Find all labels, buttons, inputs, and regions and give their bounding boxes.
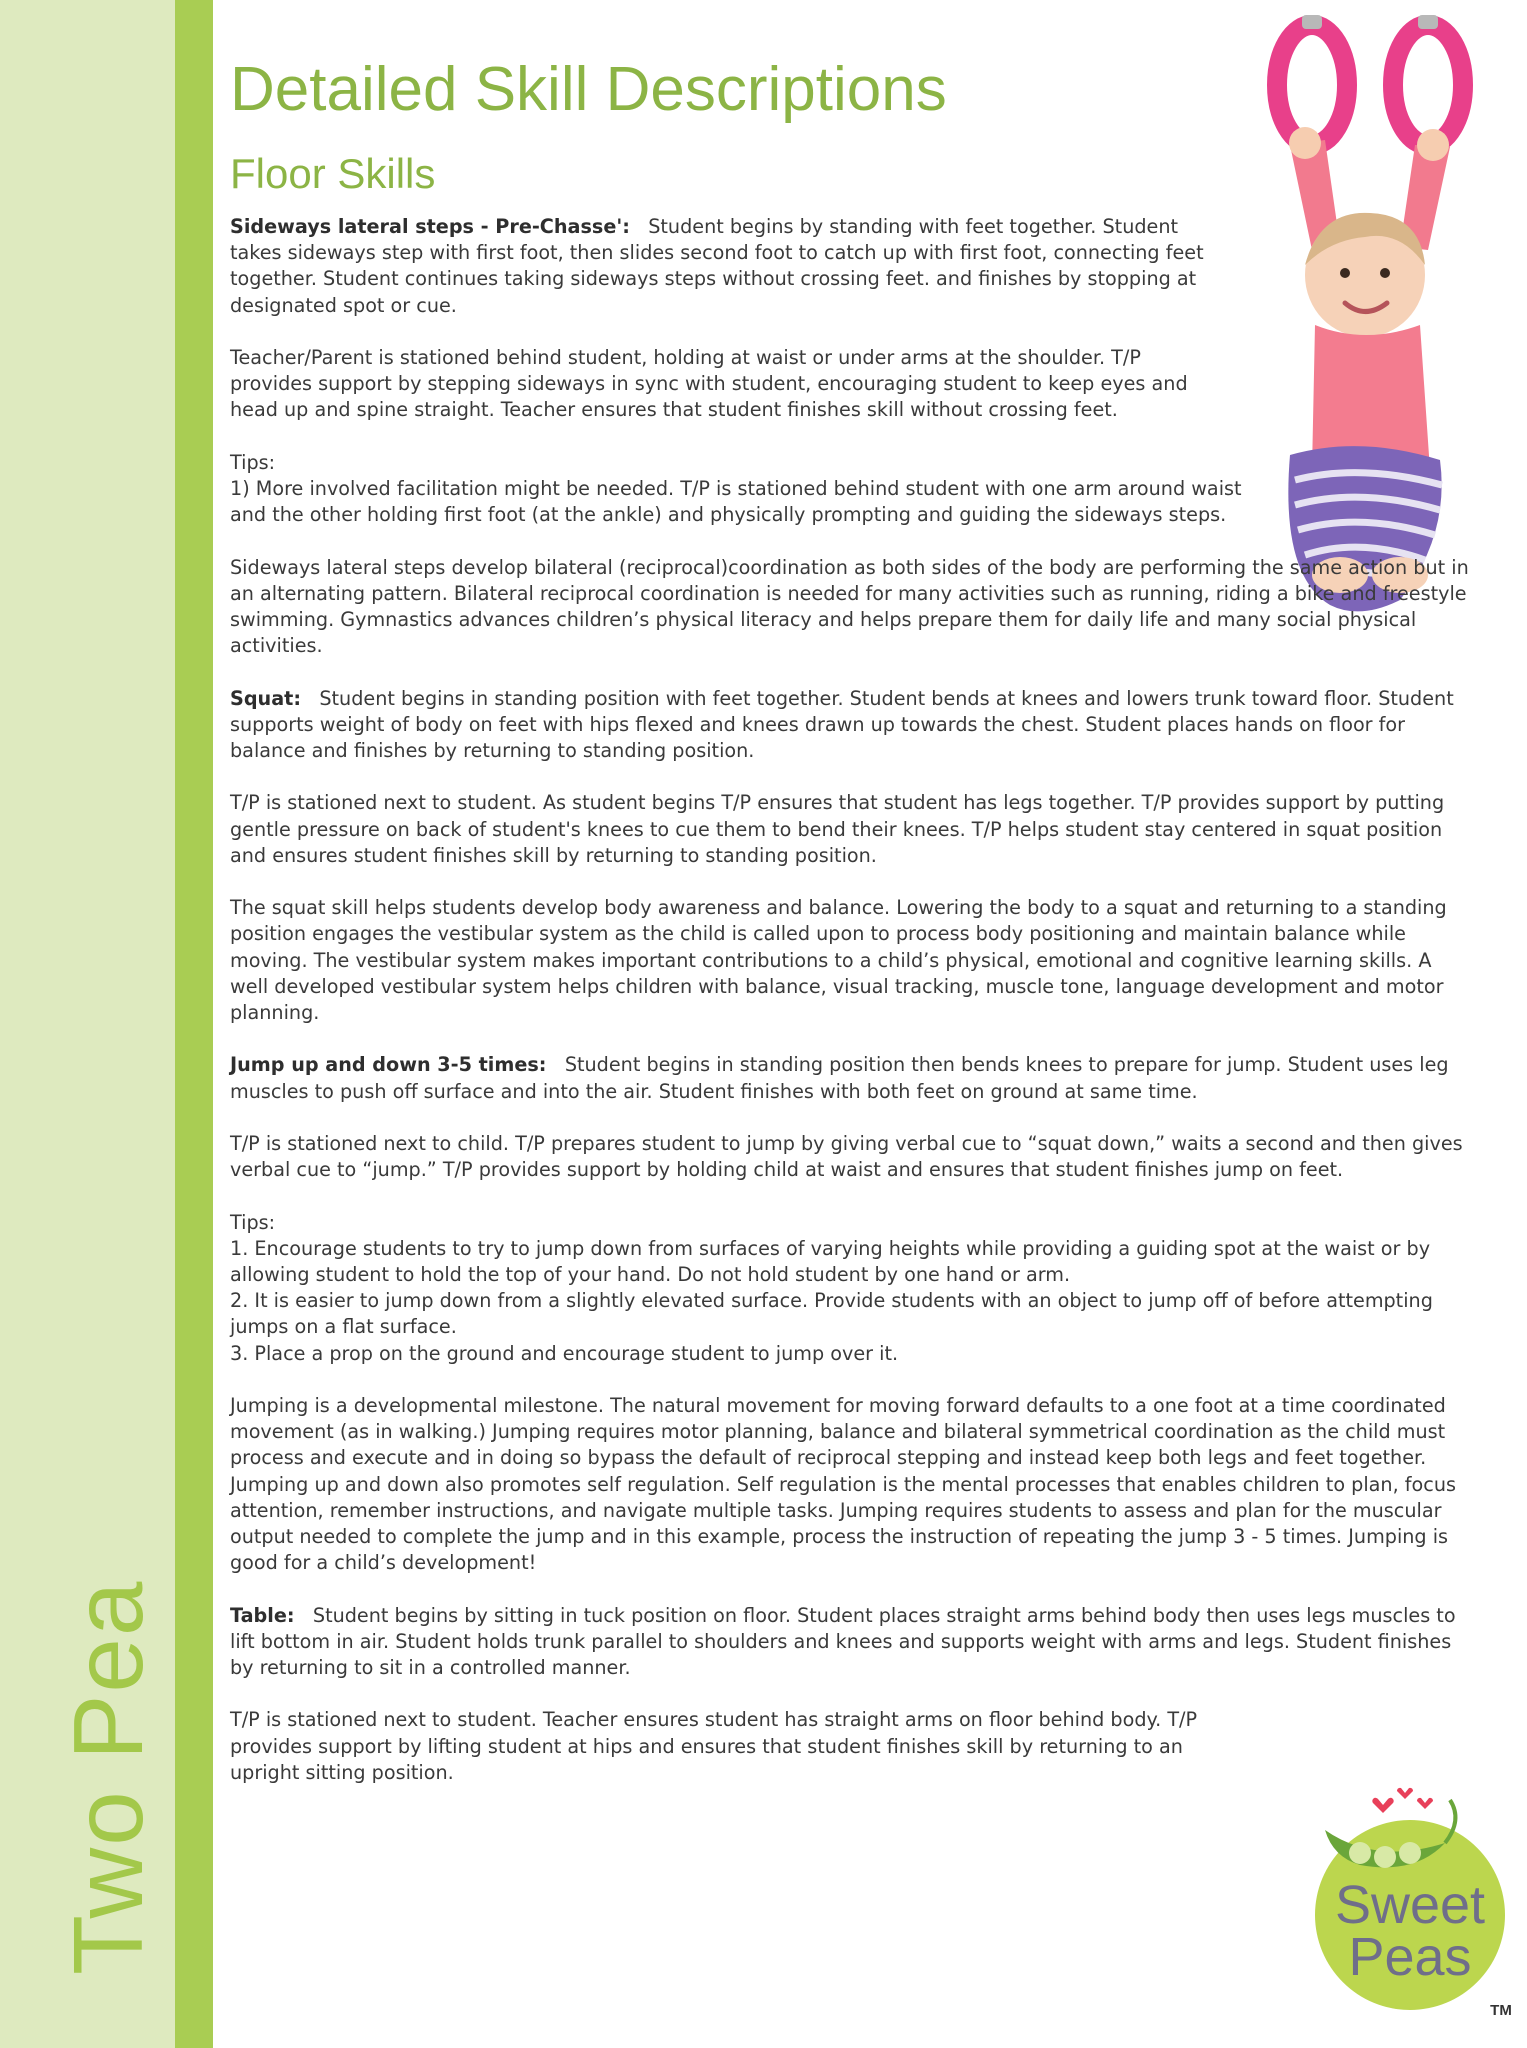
trademark-mark: TM	[1490, 2002, 1512, 2019]
jump-description	[230, 1052, 1475, 1104]
lateral-steps-description	[230, 214, 1210, 319]
skill-heading-table: Table:	[230, 1603, 295, 1627]
skill-heading-squat: Squat:	[230, 686, 302, 710]
squat-description	[230, 686, 1475, 765]
lateral-steps-tips	[230, 450, 1260, 529]
lateral-steps-support: Teacher/Parent is stationed behind student, holding at waist or under arms at the shoulder. T/P provides support by stepping sideways in sync with student, encouraging student to keep eyes and head up and spine straight. Teacher ensures that student finishes skill without crossing feet.	[230, 346, 1188, 422]
table-support: T/P is stationed next to student. Teacher ensures student has straight arms on floor behind body. T/P provides support by lifting student at hips and ensures that student finishes skill by returning to an upright sitting position.	[230, 1708, 1198, 1784]
page-title: Detailed Skill Descriptions	[230, 55, 947, 124]
sweet-peas-logo	[1305, 1765, 1520, 2020]
skill-text: Student begins by sitting in tuck position on floor. Student places straight arms behind body then uses legs muscles to lift bottom in air. Student holds trunk parallel to shoulders and knees and supports weight with arms and legs. Student finishes by returning to sit in a controlled manner.	[230, 1603, 1456, 1679]
hearts-icon	[1372, 1788, 1433, 1813]
lateral-steps-benefit: Sideways lateral steps develop bilateral (reciprocal)coordination as both sides of the body are performing the same action but in an alternating pattern. Bilateral reciprocal coordination is needed for many activities such as running, riding a bike and freestyle swimming. Gymnastics advances children’s physical literacy and helps prepare them for daily life and many social physical activities.	[230, 555, 1469, 658]
section-subtitle: Floor Skills	[230, 150, 436, 197]
tip-item: 1) More involved facilitation might be needed. T/P is stationed behind student with one arm around waist and the other holding first foot (at the ankle) and physically prompting and guiding the sideways steps.	[230, 477, 1242, 527]
tip-item: 3. Place a prop on the ground and encourage student to jump over it.	[230, 1341, 899, 1365]
skill-text: Student begins by standing with feet together. Student takes sideways step with first foot, then slides second foot to catch up with first foot, connecting feet together. Student continues taking sideways steps without crossing feet. and finishes by stopping at designated spot or cue.	[230, 215, 1204, 317]
table-description	[230, 1603, 1475, 1682]
skill-text: Student begins in standing position then bends knees to prepare for jump. Student uses leg muscles to push off surface and into the air. Student finishes with both feet on ground at same time.	[230, 1053, 1449, 1103]
jump-tips	[230, 1210, 1475, 1367]
sidebar-dark-band	[175, 0, 213, 2048]
sidebar-label: Two Pea	[53, 1579, 163, 1975]
skill-heading-jump: Jump up and down 3-5 times:	[230, 1053, 547, 1077]
skill-text: Student begins in standing position with feet together. Student bends at knees and lowers trunk toward floor. Student supports weight of body on feet with hips flexed and knees drawn up towards the chest. Student places hands on floor for balance and finishes by returning to standing position.	[230, 686, 1454, 762]
skill-descriptions	[230, 214, 1475, 1812]
tips-label: Tips:	[230, 450, 276, 474]
logo-word-sweet: Sweet	[1334, 1875, 1486, 1935]
jump-benefit: Jumping is a developmental milestone. The natural movement for moving forward defaults to a one foot at a time coordinated movement (as in walking.) Jumping requires motor planning, balance and bilateral symmetrical coordination as the child must process and execute and in doing so bypass the default of reciprocal stepping and instead keep both legs and feet together. Jumping up and down also promotes self regulation. Self regulation is the mental processes that enables children to plan, focus attention, remember instructions, and navigate multiple tasks. Jumping requires students to assess and plan for the muscular output needed to complete the jump and in this example, process the instruction of repeating the jump 3 - 5 times. Jumping is good for a child’s development!	[230, 1393, 1456, 1575]
tip-item: 2. It is easier to jump down from a slightly elevated surface. Provide students with an object to jump off of before attempting jumps on a flat surface.	[230, 1289, 1433, 1339]
squat-support: T/P is stationed next to student. As student begins T/P ensures that student has legs together. T/P provides support by putting gentle pressure on back of student's knees to cue them to bend their knees. T/P helps student stay centered in squat position and ensures student finishes skill by returning to standing position.	[230, 791, 1445, 867]
tips-label: Tips:	[230, 1210, 276, 1234]
jump-support: T/P is stationed next to child. T/P prepares student to jump by giving verbal cue to “squat down,” waits a second and then gives verbal cue to “jump.” T/P provides support by holding child at waist and ensures that student finishes jump on feet.	[230, 1131, 1463, 1182]
logo-word-peas: Peas	[1348, 1927, 1472, 1987]
skill-heading-lateral-steps: Sideways lateral steps - Pre-Chasse':	[230, 215, 630, 238]
squat-benefit: The squat skill helps students develop body awareness and balance. Lowering the body to a squat and returning to a standing position engages the vestibular system as the child is called upon to process body positioning and maintain balance while moving. The vestibular system makes important contributions to a child’s physical, emotional and cognitive learning skills. A well developed vestibular system helps children with balance, visual tracking, muscle tone, language development and motor planning.	[230, 896, 1447, 1024]
rings-icon	[1277, 15, 1463, 145]
tip-item: 1. Encourage students to try to jump down from surfaces of varying heights while providing a guiding spot at the waist or by allowing student to hold the top of your hand. Do not hold student by one hand or arm.	[230, 1236, 1431, 1286]
